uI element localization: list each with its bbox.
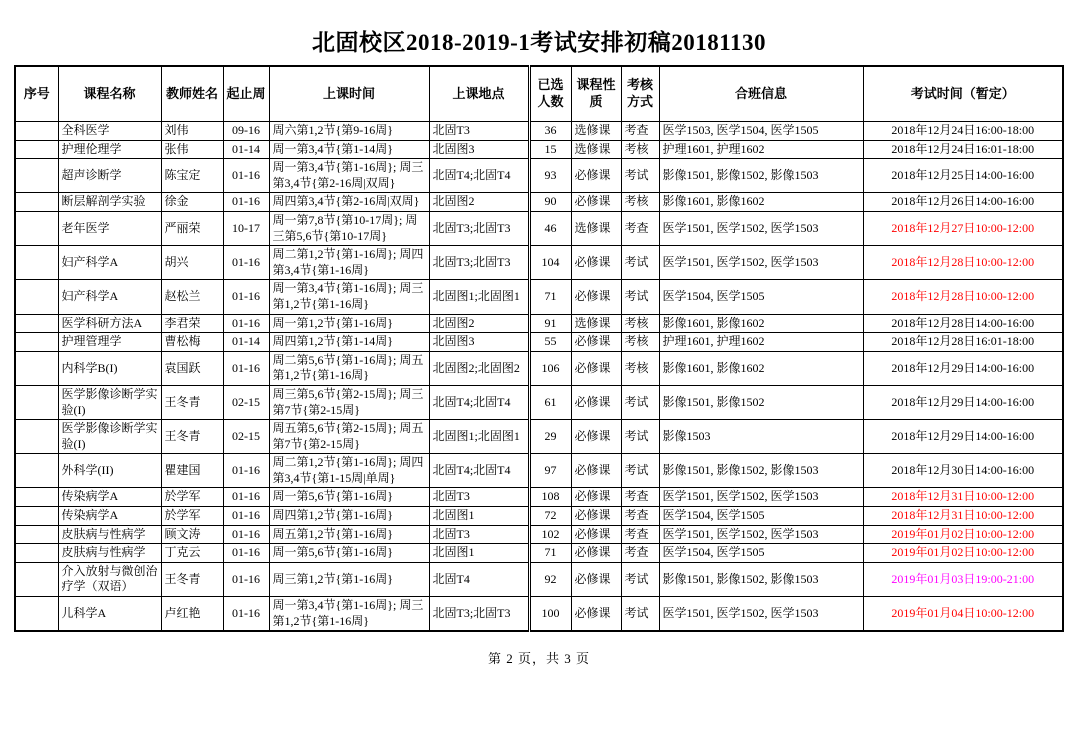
column-header-6: 已选人数 xyxy=(529,66,571,122)
cell-teacher: 曹松梅 xyxy=(161,333,223,352)
table-row xyxy=(15,280,1063,314)
cell-type: 必修课 xyxy=(571,193,621,212)
cell-enrolled: 90 xyxy=(529,193,571,212)
cell-location: 北固T3 xyxy=(429,488,529,507)
cell-teacher: 严丽荣 xyxy=(161,211,223,245)
table-row xyxy=(15,159,1063,193)
table-row xyxy=(15,314,1063,333)
cell-classes: 医学1501, 医学1502, 医学1503 xyxy=(659,597,863,632)
cell-course: 儿科学A xyxy=(58,597,161,632)
cell-time: 周一第1,2节{第1-16周} xyxy=(269,314,429,333)
cell-location: 北固图1;北固图1 xyxy=(429,280,529,314)
cell-exam-time: 2019年01月04日10:00-12:00 xyxy=(863,597,1063,632)
cell-teacher: 陈宝定 xyxy=(161,159,223,193)
cell-type: 必修课 xyxy=(571,544,621,563)
cell-time: 周三第5,6节{第2-15周}; 周三第7节{第2-15周} xyxy=(269,385,429,419)
cell-seq xyxy=(15,211,58,245)
cell-teacher: 刘伟 xyxy=(161,122,223,141)
cell-weeks: 01-14 xyxy=(223,140,269,159)
cell-time: 周六第1,2节{第9-16周} xyxy=(269,122,429,141)
cell-teacher: 於学军 xyxy=(161,488,223,507)
cell-weeks: 01-16 xyxy=(223,597,269,632)
cell-seq xyxy=(15,525,58,544)
cell-course: 老年医学 xyxy=(58,211,161,245)
cell-classes: 护理1601, 护理1602 xyxy=(659,333,863,352)
cell-exam-time: 2019年01月03日19:00-21:00 xyxy=(863,562,1063,596)
cell-classes: 医学1501, 医学1502, 医学1503 xyxy=(659,246,863,280)
column-header-0: 序号 xyxy=(15,66,58,122)
cell-exam-time: 2018年12月31日10:00-12:00 xyxy=(863,507,1063,526)
cell-location: 北固T4 xyxy=(429,562,529,596)
cell-weeks: 01-16 xyxy=(223,507,269,526)
cell-enrolled: 97 xyxy=(529,454,571,488)
cell-enrolled: 108 xyxy=(529,488,571,507)
table-row xyxy=(15,333,1063,352)
table-row xyxy=(15,562,1063,596)
cell-type: 必修课 xyxy=(571,351,621,385)
cell-classes: 影像1503 xyxy=(659,420,863,454)
cell-course: 介入放射与微创治疗学（双语） xyxy=(58,562,161,596)
cell-weeks: 01-14 xyxy=(223,333,269,352)
cell-course: 皮肤病与性病学 xyxy=(58,544,161,563)
cell-time: 周五第5,6节{第2-15周}; 周五第7节{第2-15周} xyxy=(269,420,429,454)
cell-seq xyxy=(15,507,58,526)
cell-classes: 影像1601, 影像1602 xyxy=(659,314,863,333)
cell-weeks: 01-16 xyxy=(223,246,269,280)
cell-time: 周四第1,2节{第1-16周} xyxy=(269,507,429,526)
cell-teacher: 徐金 xyxy=(161,193,223,212)
exam-schedule-table xyxy=(14,65,1064,632)
cell-exam-time: 2018年12月26日14:00-16:00 xyxy=(863,193,1063,212)
cell-time: 周四第1,2节{第1-14周} xyxy=(269,333,429,352)
cell-time: 周一第3,4节{第1-16周}; 周三第3,4节{第2-16周|双周} xyxy=(269,159,429,193)
cell-weeks: 01-16 xyxy=(223,159,269,193)
cell-weeks: 10-17 xyxy=(223,211,269,245)
cell-type: 必修课 xyxy=(571,420,621,454)
cell-classes: 医学1504, 医学1505 xyxy=(659,544,863,563)
cell-exam-time: 2018年12月29日14:00-16:00 xyxy=(863,351,1063,385)
cell-type: 必修课 xyxy=(571,454,621,488)
cell-type: 必修课 xyxy=(571,280,621,314)
cell-enrolled: 71 xyxy=(529,544,571,563)
cell-teacher: 瞿建国 xyxy=(161,454,223,488)
cell-course: 传染病学A xyxy=(58,507,161,526)
cell-type: 必修课 xyxy=(571,333,621,352)
column-header-1: 课程名称 xyxy=(58,66,161,122)
cell-weeks: 01-16 xyxy=(223,193,269,212)
cell-exam-time: 2018年12月28日10:00-12:00 xyxy=(863,246,1063,280)
cell-exam-time: 2018年12月28日16:01-18:00 xyxy=(863,333,1063,352)
cell-location: 北固图1;北固图1 xyxy=(429,420,529,454)
cell-time: 周一第5,6节{第1-16周} xyxy=(269,544,429,563)
cell-teacher: 赵松兰 xyxy=(161,280,223,314)
cell-location: 北固图2;北固图2 xyxy=(429,351,529,385)
cell-seq xyxy=(15,454,58,488)
cell-seq xyxy=(15,122,58,141)
column-header-2: 教师姓名 xyxy=(161,66,223,122)
cell-method: 考核 xyxy=(621,314,659,333)
cell-enrolled: 106 xyxy=(529,351,571,385)
column-header-3: 起止周 xyxy=(223,66,269,122)
cell-seq xyxy=(15,140,58,159)
cell-enrolled: 72 xyxy=(529,507,571,526)
cell-teacher: 於学军 xyxy=(161,507,223,526)
cell-classes: 护理1601, 护理1602 xyxy=(659,140,863,159)
table-row xyxy=(15,454,1063,488)
cell-course: 内科学B(I) xyxy=(58,351,161,385)
column-header-5: 上课地点 xyxy=(429,66,529,122)
cell-seq xyxy=(15,280,58,314)
table-row xyxy=(15,385,1063,419)
cell-type: 必修课 xyxy=(571,597,621,632)
cell-course: 传染病学A xyxy=(58,488,161,507)
cell-seq xyxy=(15,488,58,507)
cell-teacher: 袁国跃 xyxy=(161,351,223,385)
cell-classes: 影像1501, 影像1502 xyxy=(659,385,863,419)
cell-type: 必修课 xyxy=(571,385,621,419)
cell-location: 北固T4;北固T4 xyxy=(429,385,529,419)
cell-location: 北固图2 xyxy=(429,193,529,212)
cell-method: 考试 xyxy=(621,159,659,193)
cell-method: 考试 xyxy=(621,280,659,314)
cell-location: 北固T4;北固T4 xyxy=(429,159,529,193)
cell-teacher: 丁克云 xyxy=(161,544,223,563)
cell-course: 妇产科学A xyxy=(58,280,161,314)
cell-weeks: 01-16 xyxy=(223,544,269,563)
cell-course: 皮肤病与性病学 xyxy=(58,525,161,544)
cell-method: 考试 xyxy=(621,454,659,488)
cell-method: 考查 xyxy=(621,211,659,245)
cell-exam-time: 2018年12月29日14:00-16:00 xyxy=(863,385,1063,419)
cell-teacher: 卢红艳 xyxy=(161,597,223,632)
cell-exam-time: 2019年01月02日10:00-12:00 xyxy=(863,544,1063,563)
cell-course: 护理管理学 xyxy=(58,333,161,352)
cell-weeks: 01-16 xyxy=(223,488,269,507)
cell-teacher: 张伟 xyxy=(161,140,223,159)
table-header-row xyxy=(15,66,1063,122)
cell-course: 医学影像诊断学实验(I) xyxy=(58,385,161,419)
cell-exam-time: 2018年12月27日10:00-12:00 xyxy=(863,211,1063,245)
cell-course: 超声诊断学 xyxy=(58,159,161,193)
cell-seq xyxy=(15,246,58,280)
cell-time: 周一第3,4节{第1-16周}; 周三第1,2节{第1-16周} xyxy=(269,597,429,632)
cell-method: 考试 xyxy=(621,597,659,632)
cell-location: 北固图1 xyxy=(429,544,529,563)
cell-time: 周一第3,4节{第1-14周} xyxy=(269,140,429,159)
cell-enrolled: 55 xyxy=(529,333,571,352)
table-row xyxy=(15,507,1063,526)
table-row xyxy=(15,544,1063,563)
cell-method: 考核 xyxy=(621,351,659,385)
cell-location: 北固图2 xyxy=(429,314,529,333)
column-header-7: 课程性质 xyxy=(571,66,621,122)
cell-time: 周二第1,2节{第1-16周}; 周四第3,4节{第1-16周} xyxy=(269,246,429,280)
cell-weeks: 01-16 xyxy=(223,280,269,314)
cell-exam-time: 2019年01月02日10:00-12:00 xyxy=(863,525,1063,544)
cell-type: 选修课 xyxy=(571,211,621,245)
cell-weeks: 02-15 xyxy=(223,385,269,419)
page-number-footer: 第 2 页，共 3 页 xyxy=(487,651,590,667)
table-row xyxy=(15,122,1063,141)
cell-seq xyxy=(15,597,58,632)
cell-weeks: 02-15 xyxy=(223,420,269,454)
cell-course: 医学影像诊断学实验(I) xyxy=(58,420,161,454)
cell-enrolled: 102 xyxy=(529,525,571,544)
cell-enrolled: 93 xyxy=(529,159,571,193)
cell-type: 必修课 xyxy=(571,159,621,193)
cell-method: 考查 xyxy=(621,122,659,141)
cell-location: 北固图3 xyxy=(429,333,529,352)
table-row xyxy=(15,140,1063,159)
cell-location: 北固T3;北固T3 xyxy=(429,597,529,632)
cell-teacher: 胡兴 xyxy=(161,246,223,280)
cell-exam-time: 2018年12月31日10:00-12:00 xyxy=(863,488,1063,507)
cell-time: 周二第5,6节{第1-16周}; 周五第1,2节{第1-16周} xyxy=(269,351,429,385)
cell-type: 选修课 xyxy=(571,314,621,333)
cell-method: 考核 xyxy=(621,193,659,212)
cell-classes: 医学1501, 医学1502, 医学1503 xyxy=(659,211,863,245)
cell-exam-time: 2018年12月24日16:00-18:00 xyxy=(863,122,1063,141)
cell-exam-time: 2018年12月28日14:00-16:00 xyxy=(863,314,1063,333)
table-row xyxy=(15,597,1063,632)
cell-enrolled: 92 xyxy=(529,562,571,596)
cell-enrolled: 100 xyxy=(529,597,571,632)
cell-type: 必修课 xyxy=(571,246,621,280)
cell-exam-time: 2018年12月29日14:00-16:00 xyxy=(863,420,1063,454)
cell-classes: 医学1504, 医学1505 xyxy=(659,280,863,314)
cell-method: 考试 xyxy=(621,385,659,419)
cell-teacher: 王冬青 xyxy=(161,420,223,454)
cell-enrolled: 104 xyxy=(529,246,571,280)
column-header-4: 上课时间 xyxy=(269,66,429,122)
cell-enrolled: 71 xyxy=(529,280,571,314)
table-row xyxy=(15,246,1063,280)
cell-seq xyxy=(15,333,58,352)
cell-seq xyxy=(15,193,58,212)
cell-course: 外科学(II) xyxy=(58,454,161,488)
cell-time: 周一第5,6节{第1-16周} xyxy=(269,488,429,507)
cell-location: 北固T3;北固T3 xyxy=(429,211,529,245)
cell-course: 医学科研方法A xyxy=(58,314,161,333)
cell-teacher: 顾文涛 xyxy=(161,525,223,544)
table-row xyxy=(15,351,1063,385)
cell-classes: 影像1501, 影像1502, 影像1503 xyxy=(659,454,863,488)
cell-classes: 医学1501, 医学1502, 医学1503 xyxy=(659,488,863,507)
cell-time: 周三第1,2节{第1-16周} xyxy=(269,562,429,596)
table-row xyxy=(15,211,1063,245)
cell-teacher: 王冬青 xyxy=(161,562,223,596)
cell-method: 考核 xyxy=(621,140,659,159)
cell-time: 周一第7,8节{第10-17周}; 周三第5,6节{第10-17周} xyxy=(269,211,429,245)
page-title: 北固校区2018-2019-1考试安排初稿20181130 xyxy=(311,30,767,55)
cell-time: 周一第3,4节{第1-16周}; 周三第1,2节{第1-16周} xyxy=(269,280,429,314)
cell-method: 考查 xyxy=(621,544,659,563)
column-header-10: 考试时间（暂定） xyxy=(863,66,1063,122)
cell-exam-time: 2018年12月24日16:01-18:00 xyxy=(863,140,1063,159)
cell-method: 考试 xyxy=(621,420,659,454)
cell-location: 北固T4;北固T4 xyxy=(429,454,529,488)
cell-enrolled: 46 xyxy=(529,211,571,245)
cell-classes: 医学1503, 医学1504, 医学1505 xyxy=(659,122,863,141)
cell-exam-time: 2018年12月30日14:00-16:00 xyxy=(863,454,1063,488)
cell-seq xyxy=(15,314,58,333)
cell-course: 断层解剖学实验 xyxy=(58,193,161,212)
cell-location: 北固T3;北固T3 xyxy=(429,246,529,280)
cell-location: 北固图1 xyxy=(429,507,529,526)
cell-enrolled: 29 xyxy=(529,420,571,454)
cell-type: 必修课 xyxy=(571,488,621,507)
cell-seq xyxy=(15,420,58,454)
cell-enrolled: 36 xyxy=(529,122,571,141)
cell-seq xyxy=(15,159,58,193)
cell-classes: 影像1501, 影像1502, 影像1503 xyxy=(659,562,863,596)
column-header-8: 考核方式 xyxy=(621,66,659,122)
cell-course: 全科医学 xyxy=(58,122,161,141)
cell-method: 考试 xyxy=(621,246,659,280)
cell-seq xyxy=(15,562,58,596)
cell-teacher: 李君荣 xyxy=(161,314,223,333)
cell-exam-time: 2018年12月25日14:00-16:00 xyxy=(863,159,1063,193)
table-row xyxy=(15,488,1063,507)
cell-method: 考查 xyxy=(621,507,659,526)
table-row xyxy=(15,420,1063,454)
cell-method: 考核 xyxy=(621,333,659,352)
cell-teacher: 王冬青 xyxy=(161,385,223,419)
column-header-9: 合班信息 xyxy=(659,66,863,122)
cell-seq xyxy=(15,351,58,385)
cell-method: 考查 xyxy=(621,525,659,544)
cell-seq xyxy=(15,544,58,563)
cell-type: 必修课 xyxy=(571,562,621,596)
cell-classes: 影像1601, 影像1602 xyxy=(659,193,863,212)
cell-time: 周五第1,2节{第1-16周} xyxy=(269,525,429,544)
cell-classes: 医学1501, 医学1502, 医学1503 xyxy=(659,525,863,544)
cell-type: 必修课 xyxy=(571,525,621,544)
table-row xyxy=(15,525,1063,544)
table-body xyxy=(15,122,1063,632)
cell-exam-time: 2018年12月28日10:00-12:00 xyxy=(863,280,1063,314)
cell-weeks: 01-16 xyxy=(223,525,269,544)
cell-weeks: 01-16 xyxy=(223,314,269,333)
cell-weeks: 01-16 xyxy=(223,351,269,385)
cell-location: 北固T3 xyxy=(429,525,529,544)
cell-type: 必修课 xyxy=(571,507,621,526)
cell-classes: 影像1501, 影像1502, 影像1503 xyxy=(659,159,863,193)
cell-time: 周四第3,4节{第2-16周|双周} xyxy=(269,193,429,212)
table-header xyxy=(15,66,1063,122)
cell-method: 考查 xyxy=(621,488,659,507)
cell-weeks: 09-16 xyxy=(223,122,269,141)
cell-weeks: 01-16 xyxy=(223,562,269,596)
cell-course: 妇产科学A xyxy=(58,246,161,280)
cell-weeks: 01-16 xyxy=(223,454,269,488)
cell-type: 选修课 xyxy=(571,140,621,159)
cell-method: 考试 xyxy=(621,562,659,596)
cell-course: 护理伦理学 xyxy=(58,140,161,159)
cell-seq xyxy=(15,385,58,419)
table-row xyxy=(15,193,1063,212)
cell-enrolled: 91 xyxy=(529,314,571,333)
cell-classes: 医学1504, 医学1505 xyxy=(659,507,863,526)
cell-enrolled: 61 xyxy=(529,385,571,419)
cell-classes: 影像1601, 影像1602 xyxy=(659,351,863,385)
cell-location: 北固T3 xyxy=(429,122,529,141)
cell-type: 选修课 xyxy=(571,122,621,141)
cell-location: 北固图3 xyxy=(429,140,529,159)
cell-time: 周二第1,2节{第1-16周}; 周四第3,4节{第1-15周|单周} xyxy=(269,454,429,488)
cell-enrolled: 15 xyxy=(529,140,571,159)
